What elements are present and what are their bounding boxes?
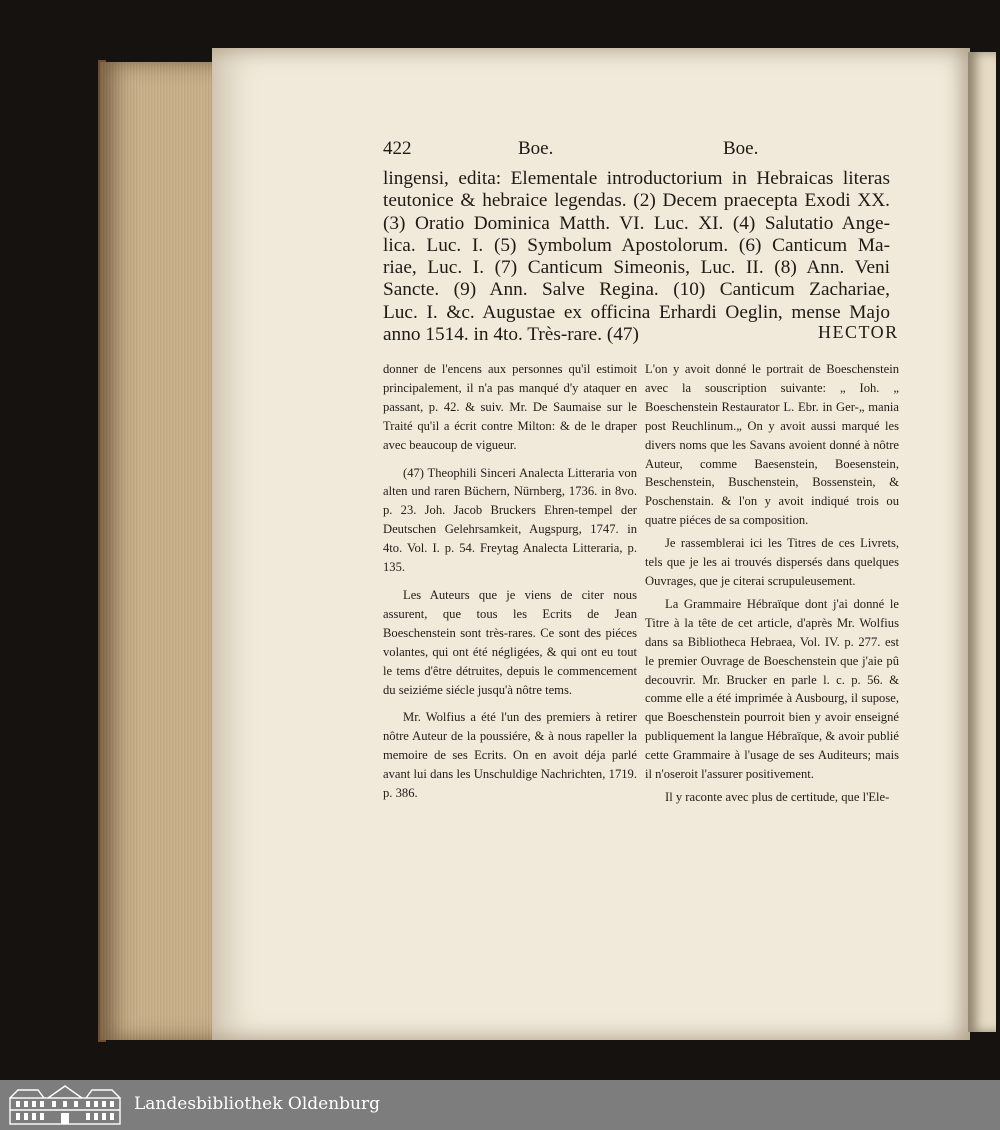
library-name: Landesbibliothek Oldenburg: [134, 1094, 381, 1114]
footnote-paragraph: La Grammaire Hébraïque dont j'ai donné le Titre à la tête de cet article, d'après Mr. Wolfius dans sa Bibliotheca Hebraea, Vol. IV. p. 277. est le premier Ouvrage de Boeschenstein que j'aie pû decouvrir. Mr. Brucker en parle l. c. p. 56. & comme elle a été imprimée à Ausbourg, il supose, que Boeschenstein pourroit bien y avoir enseigné publiquement la langue Hébraïque, & avoir publié cette Grammaire à l'usage de ses Auditeurs; mais il n'oseroit l'assurer positivement.: [645, 596, 899, 782]
main-text-line: teutonice & hebraice legendas. (2) Decem praecepta Exodi XX.: [383, 190, 890, 212]
page-number: 422: [383, 138, 412, 159]
footnote-column-right: [645, 360, 899, 811]
main-text-line: riae, Luc. I. (7) Canticum Simeonis, Luc. II. (8) Ann. Veni: [383, 257, 890, 279]
footnote-column-left: [383, 360, 637, 812]
footnote-paragraph: Mr. Wolfius a été l'un des premiers à retirer nôtre Auteur de la poussiére, & à nous rapeller la memoire de ses Ecrits. On en avoit déja parlé avant lui dans les Unschuldige Nachrichten, 1719. p. 386.: [383, 710, 637, 801]
running-head-right: Boe.: [723, 138, 759, 159]
main-text-block: [383, 168, 890, 346]
running-head-left: Boe.: [518, 138, 554, 159]
page-stack-edge: [100, 62, 215, 1040]
footnote-paragraph: L'on y avoit donné le portrait de Boeschenstein avec la souscription suivante: „ Ioh. „ Boeschenstein Restaurator L. Ebr. in Ger-„ mania post Reuchlinum.„ On y avoit aussi marqué les divers noms que les Savans avoient donné à nôtre Auteur, comme Baesenstein, Boesenstein, Beschenstein, Buschenstein, Bossenstein, & Poschenstain. & l'on y avoit indiqué trois ou quatre piéces de sa composition.: [645, 362, 899, 528]
footnote-paragraph: (47) Theophili Sinceri Analecta Litteraria von alten und raren Büchern, Nürnberg, 1736. in 8vo. p. 23. Joh. Jacob Bruckers Ehren-tempel der Deutschen Gelehrsamkeit, Augspurg, 1747. in 4to. Vol. I. p. 54. Freytag Analecta Litteraria, p. 135.: [383, 465, 637, 575]
library-building-logo: [8, 1084, 122, 1126]
footnote-paragraph: Je rassemblerai ici les Titres de ces Livrets, tels que je les ai trouvés dispersés dans quelques Ouvrages, que je citerai scrupuleusement.: [645, 536, 899, 588]
footnote-paragraph: Il y raconte avec plus de certitude, que l'Ele-: [665, 789, 890, 804]
footnote-paragraph: Les Auteurs que je viens de citer nous assurent, que tous les Ecrits de Jean Boeschenstein sont très-rares. Ce sont des piéces volantes, qui ont été négligées, & qui ont eu tout le tems d'être détruites, depuis le commencement du seiziéme siécle jusqu'à nôtre tems.: [383, 587, 637, 697]
library-footer-bar: [0, 1080, 1000, 1130]
facing-page-edge: [968, 52, 996, 1032]
main-text-line: Sancte. (9) Ann. Salve Regina. (10) Canticum Zachariae,: [383, 279, 890, 301]
main-text-line: lica. Luc. I. (5) Symbolum Apostolorum. (6) Canticum Ma-: [383, 234, 890, 256]
catchword: HECTOR: [818, 322, 899, 342]
main-text-line: lingensi, edita: Elementale introductorium in Hebraicas literas: [383, 168, 890, 189]
main-text-line: (3) Oratio Dominica Matth. VI. Luc. XI. (4) Salutatio Ange-: [383, 212, 890, 234]
main-text-line: Luc. I. &c. Augustae ex officina Erhardi Oeglin, mense Majo: [383, 301, 890, 323]
footnote-paragraph: donner de l'encens aux personnes qu'il estimoit principalement, il n'a pas manqué d'y ataquer en passant, p. 42. & suiv. Mr. De Saumaise sur le Traité qu'il a écrit contre Milton: & de le draper avec beaucoup de vigueur.: [383, 362, 637, 452]
main-text-line: anno 1514. in 4to. Très-rare. (47): [383, 324, 639, 346]
